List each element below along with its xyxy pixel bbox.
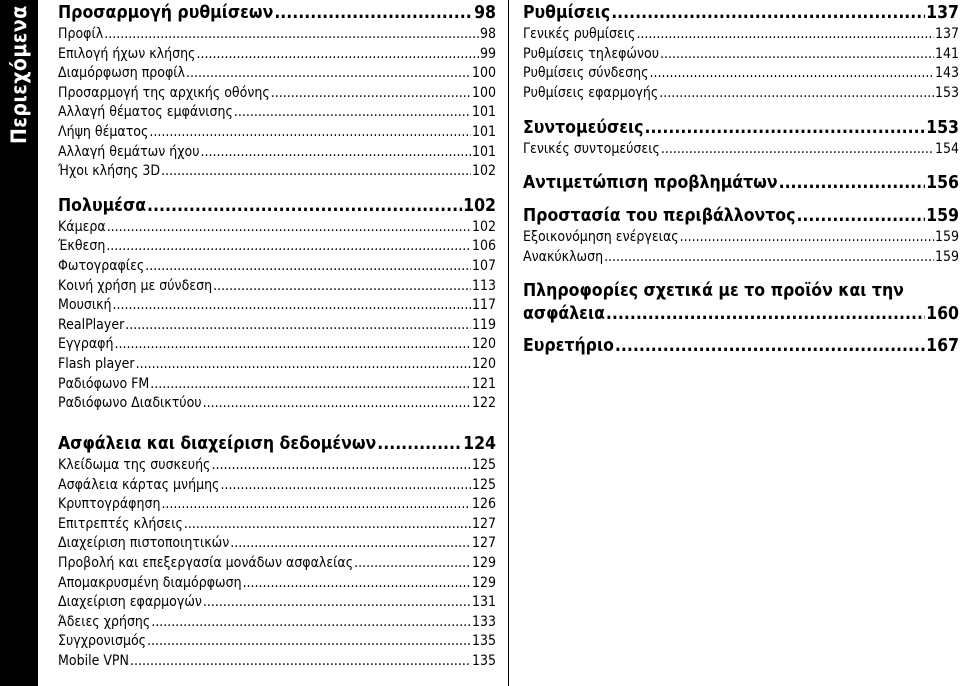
dot-leader (211, 456, 471, 476)
section-heading[interactable] (523, 2, 959, 25)
dot-leader (104, 25, 479, 45)
toc-entry[interactable] (58, 593, 496, 613)
toc-entry-page: 127 (471, 515, 496, 532)
toc-entry-title: Προφίλ (58, 26, 104, 42)
toc-entry-page: 121 (471, 375, 496, 392)
section-heading-page: 102 (463, 195, 496, 216)
toc-entry[interactable] (523, 84, 959, 104)
section-heading-page: 153 (926, 118, 959, 139)
section-heading-page: 137 (926, 3, 959, 23)
toc-entry[interactable] (58, 515, 496, 535)
toc-entry-page: 101 (471, 143, 496, 160)
toc-section (523, 172, 959, 195)
dot-leader (114, 335, 471, 355)
toc-entry-title: Ραδιόφωνο FM (58, 375, 150, 392)
toc-entry-title: Μουσική (58, 297, 112, 314)
toc-entry-page: 101 (471, 104, 496, 121)
toc-entry-title: Ρυθμίσεις τηλεφώνου (523, 45, 660, 62)
dot-leader (234, 103, 471, 123)
toc-section (523, 280, 959, 326)
toc-entry[interactable] (58, 632, 496, 652)
dot-leader (125, 316, 471, 336)
toc-section (523, 335, 959, 358)
section-spacer (523, 195, 959, 205)
toc-entry-page: 143 (934, 65, 959, 82)
toc-entry[interactable] (58, 316, 496, 336)
toc-entry[interactable] (58, 355, 496, 375)
toc-entry[interactable] (58, 237, 496, 257)
dot-leader (796, 205, 925, 228)
section-spacer (523, 267, 959, 280)
section-heading-page: 159 (926, 205, 959, 226)
toc-column-1 (58, 2, 496, 414)
toc-entry-title: Κάμερα (58, 218, 106, 235)
toc-entry-title: Mobile VPN (58, 652, 129, 669)
toc-entry[interactable] (523, 25, 959, 45)
section-heading-page: 160 (926, 304, 959, 325)
toc-entry[interactable] (58, 495, 496, 515)
toc-entry-page: 102 (471, 218, 496, 235)
section-heading-title: Ασφάλεια και διαχείριση δεδομένων (58, 434, 377, 454)
dot-leader (136, 355, 471, 375)
toc-entry-title: Επιτρεπτές κλήσεις (58, 515, 183, 532)
toc-entry-title: Κοινή χρήση με σύνδεση (58, 277, 213, 294)
toc-entry-page: 135 (471, 633, 496, 650)
toc-entry-page: 133 (471, 613, 496, 630)
toc-entry-title: Λήψη θέματος (58, 123, 149, 140)
toc-entry[interactable] (58, 534, 496, 554)
toc-entry-page: 129 (471, 574, 496, 591)
dot-leader (636, 25, 934, 45)
dot-leader (230, 534, 471, 554)
toc-entry-title: Συγχρονισμός (58, 633, 147, 650)
toc-entry[interactable] (58, 613, 496, 633)
toc-entry-page: 159 (934, 228, 959, 245)
toc-entry[interactable] (58, 64, 496, 84)
dot-leader (113, 296, 471, 316)
side-tab-label: Περιεχόμενα (7, 5, 31, 145)
dot-leader (354, 554, 471, 574)
toc-section (523, 205, 959, 267)
toc-entry-title: Φωτογραφίες (58, 257, 145, 274)
section-spacer (523, 326, 959, 335)
toc-section (58, 2, 496, 182)
toc-entry[interactable] (58, 257, 496, 277)
toc-entry[interactable] (58, 375, 496, 395)
section-heading-page: 167 (926, 336, 959, 357)
toc-entry-title: Προβολή και επεξεργασία μονάδων ασφαλείας (58, 554, 354, 571)
dot-leader (611, 2, 925, 25)
toc-entry-page: 159 (934, 248, 959, 265)
toc-entry-page: 99 (479, 45, 496, 62)
section-heading-title: Αντιμετώπιση προβλημάτων (523, 172, 778, 193)
dot-leader (149, 123, 471, 143)
toc-section (523, 117, 959, 160)
toc-column-3 (523, 2, 959, 358)
dot-leader (661, 140, 934, 160)
toc-entry[interactable] (58, 25, 496, 45)
toc-entry[interactable] (58, 277, 496, 297)
section-heading[interactable] (523, 335, 959, 358)
toc-entry-title: Κλείδωμα της συσκευής (58, 457, 211, 473)
toc-entry[interactable] (523, 248, 959, 268)
toc-entry-page: 137 (934, 26, 959, 42)
section-heading[interactable] (58, 195, 496, 218)
toc-entry-page: 98 (479, 26, 496, 42)
toc-entry-title: Έκθεση (58, 238, 106, 255)
toc-entry[interactable] (58, 143, 496, 163)
toc-entry[interactable] (523, 228, 959, 248)
toc-entry[interactable] (523, 140, 959, 160)
dot-leader (186, 64, 471, 84)
toc-entry[interactable] (58, 296, 496, 316)
dot-leader (243, 574, 471, 594)
toc-entry-title: Αλλαγή θέματος εμφάνισης (58, 104, 233, 121)
toc-entry-page: 113 (471, 277, 496, 294)
section-heading-title: ασφάλεια (523, 304, 605, 325)
toc-entry-page: 122 (471, 395, 496, 412)
toc-entry-page: 131 (471, 594, 496, 611)
toc-entry[interactable] (58, 123, 496, 143)
toc-entry-page: 117 (471, 297, 496, 314)
toc-entry-page: 102 (471, 163, 496, 180)
toc-entry[interactable] (58, 574, 496, 594)
toc-entry-title: Ανακύκλωση (523, 248, 604, 265)
section-heading[interactable] (523, 205, 959, 228)
toc-entry-title: Ρυθμίσεις εφαρμογής (523, 84, 659, 101)
dot-leader (145, 257, 471, 277)
toc-entry[interactable] (58, 335, 496, 355)
toc-section (58, 433, 496, 672)
section-heading-title: Προστασία του περιβάλλοντος (523, 205, 796, 226)
toc-entry-page: 154 (934, 141, 959, 158)
toc-entry-title: Διαμόρφωση προφίλ (58, 65, 186, 82)
toc-entry-title: Απομακρυσμένη διαμόρφωση (58, 574, 242, 591)
dot-leader (107, 218, 471, 238)
toc-section (58, 195, 496, 414)
dot-leader (203, 394, 471, 414)
toc-entry-page: 127 (471, 535, 496, 552)
toc-entry-page: 135 (471, 652, 496, 669)
section-spacer (523, 160, 959, 172)
toc-entry[interactable] (523, 45, 959, 65)
toc-entry-title: Ασφάλεια κάρτας μνήμης (58, 476, 220, 493)
toc-entry-page: 107 (471, 257, 496, 274)
dot-leader (201, 143, 471, 163)
dot-leader (184, 515, 471, 535)
toc-entry-title: Άδειες χρήσης (58, 613, 151, 630)
toc-entry[interactable] (58, 554, 496, 574)
toc-entry[interactable] (58, 162, 496, 182)
toc-entry-title: Επιλογή ήχων κλήσης (58, 45, 196, 62)
section-spacer (523, 103, 959, 117)
section-heading-title: Πολυμέσα (58, 195, 147, 216)
toc-entry-page: 100 (471, 65, 496, 82)
dot-leader (130, 652, 471, 672)
toc-entry-page: 125 (471, 476, 496, 493)
section-heading-page: 98 (474, 3, 496, 23)
toc-entry-title: Γενικές ρυθμίσεις (523, 26, 636, 42)
dot-leader (644, 117, 925, 140)
dot-leader (615, 335, 925, 358)
toc-entry-page: 101 (471, 123, 496, 140)
toc-entry-title: Ραδιόφωνο Διαδικτύου (58, 395, 202, 412)
toc-entry-page: 106 (471, 238, 496, 255)
toc-entry[interactable] (523, 64, 959, 84)
toc-entry-page: 120 (471, 355, 496, 372)
toc-column-2 (58, 433, 496, 672)
section-heading-page: 156 (926, 172, 959, 193)
toc-entry-title: Ήχοι κλήσης 3D (58, 163, 161, 180)
dot-leader (106, 237, 471, 257)
section-heading[interactable] (58, 433, 496, 456)
toc-entry[interactable] (58, 652, 496, 672)
toc-section (523, 2, 959, 103)
toc-entry-page: 141 (934, 45, 959, 62)
toc-entry-title: Εγγραφή (58, 336, 114, 353)
side-tab (0, 0, 38, 686)
dot-leader (161, 495, 471, 515)
toc-entry-title: Αλλαγή θεμάτων ήχου (58, 143, 200, 160)
dot-leader (779, 172, 926, 195)
toc-entry-title: Προσαρμογή της αρχικής οθόνης (58, 84, 270, 101)
section-heading[interactable] (58, 2, 496, 25)
dot-leader (213, 277, 471, 297)
dot-leader (161, 162, 471, 182)
toc-entry-title: Ρυθμίσεις σύνδεσης (523, 65, 649, 82)
section-heading-line[interactable]: Πληροφορίες σχετικά με το προϊόν και την (523, 281, 904, 302)
section-spacer (58, 182, 496, 195)
toc-entry-page: 119 (471, 316, 496, 333)
toc-entry-page: 125 (471, 457, 496, 473)
dot-leader (151, 613, 471, 633)
toc-entry[interactable] (58, 456, 496, 476)
section-heading[interactable] (523, 117, 959, 140)
toc-entry-title: Flash player (58, 355, 135, 372)
dot-leader (147, 632, 471, 652)
dot-leader (220, 476, 471, 496)
dot-leader (659, 84, 934, 104)
section-heading-title: Συντομεύσεις (523, 118, 644, 139)
column-divider (508, 0, 509, 686)
dot-leader (203, 593, 471, 613)
toc-entry-title: Εξοικονόμηση ενέργειας (523, 228, 679, 245)
dot-leader (606, 303, 925, 326)
dot-leader (649, 64, 933, 84)
toc-entry[interactable] (58, 476, 496, 496)
section-heading-title: Ρυθμίσεις (523, 3, 611, 23)
toc-entry-title: Γενικές συντομεύσεις (523, 141, 660, 158)
toc-entry[interactable] (58, 103, 496, 123)
toc-entry-title: RealPlayer (58, 316, 125, 333)
toc-entry-page: 129 (471, 554, 496, 571)
toc-entry-page: 153 (934, 84, 959, 101)
dot-leader (271, 84, 471, 104)
dot-leader (604, 248, 934, 268)
dot-leader (660, 45, 934, 65)
section-heading[interactable] (523, 172, 959, 195)
toc-entry-page: 120 (471, 336, 496, 353)
toc-entry-page: 126 (471, 496, 496, 513)
section-heading-title: Ευρετήριο (523, 336, 614, 357)
toc-entry-title: Διαχείριση εφαρμογών (58, 594, 202, 611)
toc-entry[interactable] (58, 45, 496, 65)
dot-leader (680, 228, 934, 248)
toc-entry[interactable] (58, 84, 496, 104)
toc-entry-page: 100 (471, 84, 496, 101)
section-heading-page: 124 (463, 434, 496, 454)
section-heading-title: Προσαρμογή ρυθμίσεων (58, 3, 274, 23)
toc-entry-title: Διαχείριση πιστοποιητικών (58, 535, 230, 552)
section-heading[interactable] (523, 303, 959, 326)
dot-leader (196, 45, 479, 65)
dot-leader (377, 433, 462, 456)
dot-leader (150, 375, 471, 395)
dot-leader (147, 195, 462, 218)
toc-entry[interactable] (58, 394, 496, 414)
dot-leader (274, 2, 473, 25)
toc-entry[interactable] (58, 218, 496, 238)
toc-entry-title: Κρυπτογράφηση (58, 496, 161, 513)
